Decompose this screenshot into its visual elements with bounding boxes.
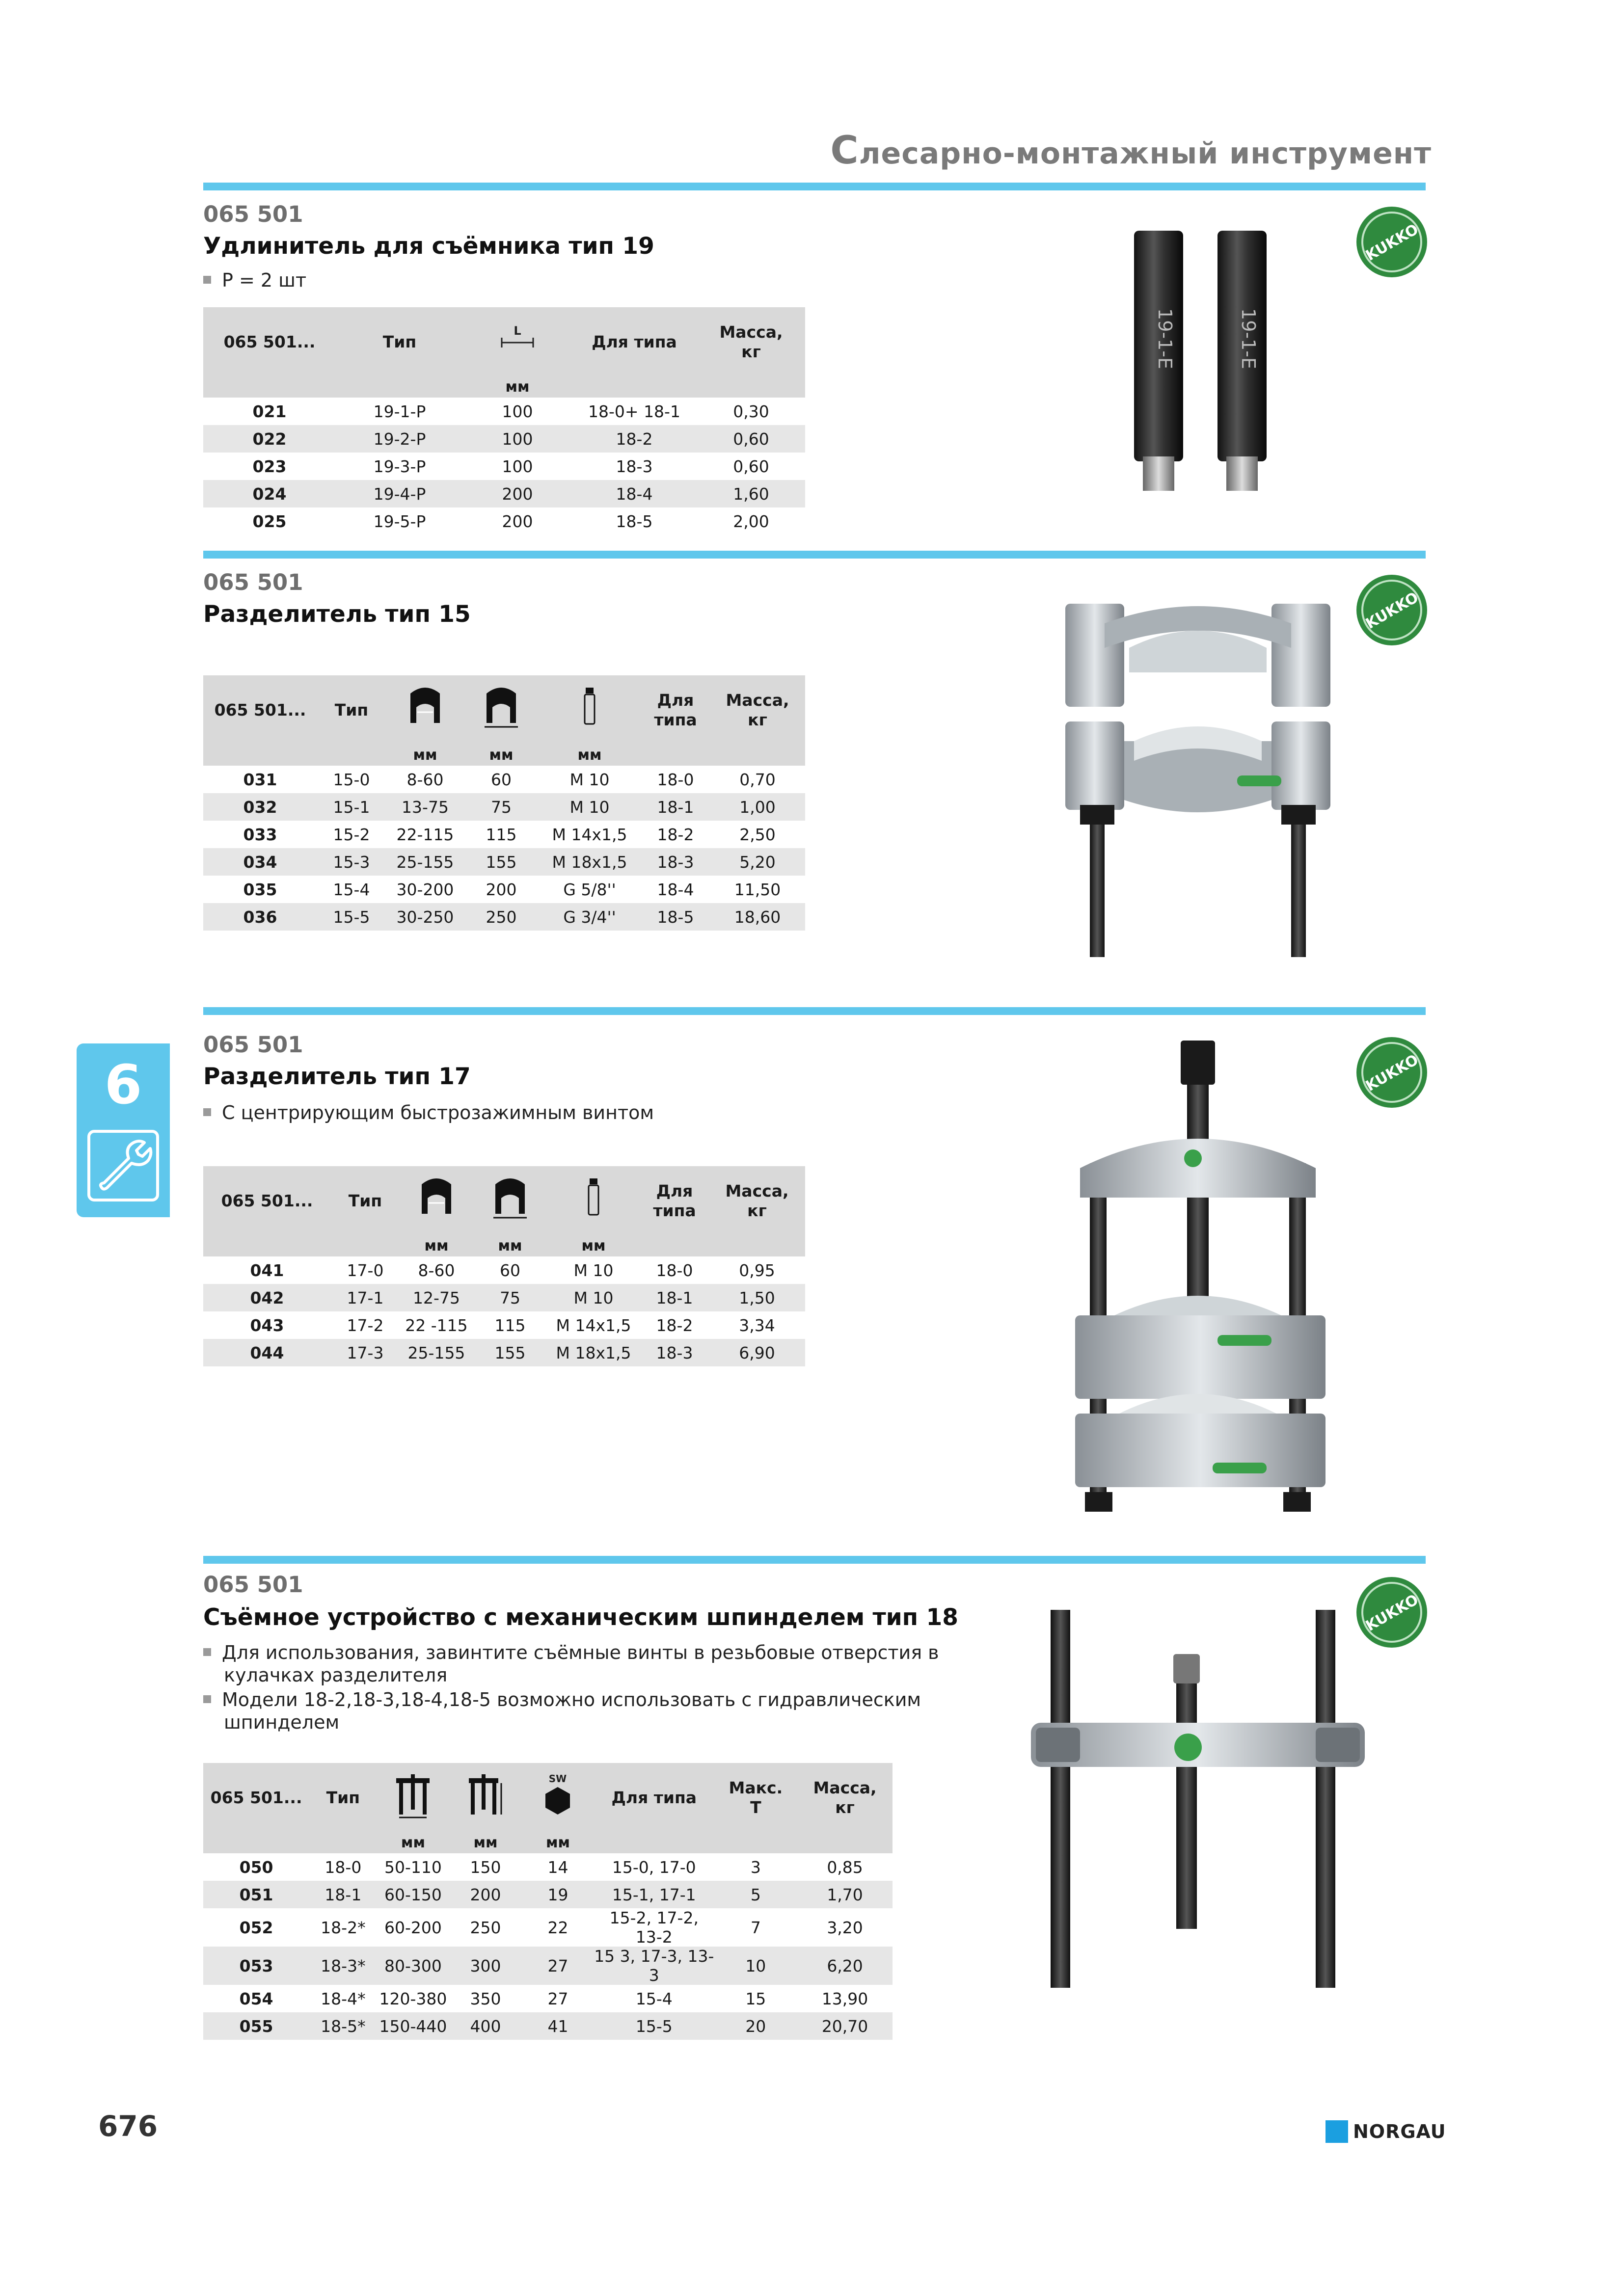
article-code: 065 501 — [203, 569, 303, 595]
page-header-title: Слесарно-монтажный инструмент — [830, 129, 1432, 173]
brand-logo: NORGAU — [1325, 2120, 1446, 2143]
table-row: 022 19-2-P 100 18-2 0,60 — [203, 425, 805, 453]
table-row: 051 18-1 60-150 200 19 15-1, 17-1 5 1,70 — [203, 1881, 893, 1908]
separator-15-photo — [1060, 594, 1335, 957]
product-title: Съёмное устройство с механическим шпинделем тип 18 — [203, 1604, 958, 1631]
product-title: Удлинитель для съёмника тип 19 — [203, 233, 654, 260]
table-row: 041 17-0 8-60 60 M 10 18-0 0,95 — [250, 1260, 775, 1280]
separator-diameter-icon — [386, 675, 464, 745]
bullet-item: P = 2 шт — [203, 269, 306, 292]
bullet-item: Модели 18-2,18-3,18-4,18-5 возможно использовать с гидравлическим шпинделем — [203, 1688, 921, 1734]
table-row: 033 15-2 22-115 115 M 14x1,5 18-2 2,50 — [243, 825, 776, 844]
col-header-length — [463, 307, 571, 377]
kukko-logo — [1355, 573, 1429, 647]
table-row: 034 15-3 25-155 155 M 18x1,5 18-3 5,20 — [203, 848, 805, 876]
table-row: 055 18-5* 150-440 400 41 15-5 20 20,70 — [203, 2012, 893, 2040]
section-rule — [203, 1556, 1426, 1564]
table-row: 050 18-0 50-110 150 14 15-0, 17-0 3 0,85 — [239, 1857, 863, 1877]
brand-square-icon — [1325, 2120, 1348, 2143]
section-rule — [203, 551, 1426, 559]
length-dimension-icon — [498, 323, 537, 357]
table-row: 023 19-3-P 100 18-3 0,60 — [252, 456, 769, 476]
svg-text:KUKKO: KUKKO — [1363, 588, 1422, 633]
table-row: 044 17-3 25-155 155 M 18x1,5 18-3 6,90 — [203, 1339, 805, 1366]
puller-depth-icon — [449, 1763, 522, 1833]
table-row: 052 18-2* 60-200 250 22 15-2, 17-2, 13-2 7 3,20 — [239, 1908, 863, 1947]
table-row: 043 17-2 22 -115 115 M 14x1,5 18-2 3,34 — [250, 1315, 775, 1335]
svg-text:KUKKO: KUKKO — [1363, 1051, 1422, 1095]
bolt-icon — [538, 675, 641, 745]
table-row: 021 19-1-P 100 18-0+ 18-1 0,30 — [252, 401, 769, 421]
svg-text:KUKKO: KUKKO — [1363, 220, 1422, 265]
bullet-item: С центрирующим быстрозажимным винтом — [203, 1101, 654, 1124]
puller-spread-icon — [377, 1763, 450, 1833]
col-header: Для типа — [571, 307, 697, 377]
separator-height-icon — [473, 1166, 547, 1236]
table-row: 035 15-4 30-200 200 G 5/8'' 18-4 11,50 — [243, 880, 781, 899]
table-row: 042 17-1 12-75 75 M 10 18-1 1,50 — [203, 1284, 805, 1311]
col-header: Тип — [336, 307, 463, 377]
svg-text:19-1-E: 19-1-E — [1238, 308, 1259, 369]
spec-table-separator-17: 065 501... Тип Для типа Масса, кг мм мм мм 041 17-0 8-60 60 M 10 18-0 0,95 042 17-1 12-75 75 M 10 18-1 1,50 043 17-2 22 -115 115 M 14x1,5 18-2 3,34 044 17-3 25-155 155 M 18x1,5 18-3 6,90 — [203, 1166, 805, 1366]
separator-height-icon — [464, 675, 538, 745]
table-row: 024 19-4-P 200 18-4 1,60 — [203, 480, 805, 507]
article-code: 065 501 — [203, 1032, 303, 1058]
bullet-item: Для использования, завинтите съёмные винты в резьбовые отверстия в кулачках разделителя — [203, 1641, 939, 1686]
svg-text:SW: SW — [549, 1772, 567, 1785]
puller-18-photo — [1026, 1610, 1380, 2002]
article-code: 065 501 — [203, 201, 303, 227]
article-code: 065 501 — [203, 1572, 303, 1598]
spec-table-separator-15: 065 501... Тип Для типа Масса, кг мм мм мм 031 15-0 8-60 60 M 10 18-0 0,70 032 15-1 13-75 75 M 10 18-1 1,00 033 15-2 22-115 115 M 14x1,5 18-2 2,50 034 15-3 25-155 155 M 18x1,5 18-3 5,20 035 15-4 30-200 200 G 5/8'' 18-4 11,50 036 15-5 30-250 250 G 3/4'' 18-5 18,60 — [203, 675, 805, 931]
product-title: Разделитель тип 15 — [203, 601, 471, 628]
wrench-icon — [87, 1130, 159, 1201]
table-row: 053 18-3* 80-300 300 27 15 3, 17-3, 13-3 10 6,20 — [203, 1947, 893, 1985]
table-row: 054 18-4* 120-380 350 27 15-4 15 13,90 — [239, 1989, 868, 2008]
table-row: 025 19-5-P 200 18-5 2,00 — [252, 511, 769, 531]
kukko-logo — [1355, 205, 1429, 279]
section-rule — [203, 1007, 1426, 1015]
separator-diameter-icon — [400, 1166, 473, 1236]
col-header: 065 501... — [203, 307, 336, 377]
product-title: Разделитель тип 17 — [203, 1063, 471, 1090]
kukko-logo — [1355, 1575, 1429, 1649]
page-number: 676 — [98, 2109, 158, 2143]
section-rule — [203, 183, 1426, 190]
svg-text:L: L — [514, 323, 521, 338]
spec-table-puller-18: 065 501... Тип SW Для типа Макс. Т Масса, кг мм мм мм 050 18-0 50-110 150 14 15-0, 17-0 3 0,85 051 18-1 60-150 200 19 15-1, 17-1 5 1,70 052 18-2* 60-200 250 22 15-2, 17-2, 13-2 7 3,20 053 18-3* 80-300 300 27 15 3, 17-3, 13-3 10 6,20 054 18-4* 120-380 350 27 15-4 15 13,90 055 18-5* 150-440 400 41 15-5 20 20,70 — [203, 1763, 893, 2040]
extension-bars-photo — [1124, 226, 1286, 501]
separator-17-photo — [1070, 1041, 1325, 1526]
svg-text:19-1-E: 19-1-E — [1154, 308, 1176, 369]
svg-text:KUKKO: KUKKO — [1363, 1591, 1422, 1635]
bolt-icon — [547, 1166, 640, 1236]
table-row: 031 15-0 8-60 60 M 10 18-0 0,70 — [243, 770, 776, 789]
kukko-logo — [1355, 1036, 1429, 1109]
table-row: 032 15-1 13-75 75 M 10 18-1 1,00 — [203, 793, 805, 821]
chapter-number: 6 — [104, 1053, 142, 1116]
spec-table-extension: 065 501... Тип L Для типа Масса, кг мм 021 19-1-P 100 18-0+ 18-1 0,30 022 19-2-P 100 18-2 0,60 023 19-3-P 100 18-3 0,60 024 19-4-P 200 18-4 1,60 025 19-5-P 200 18-5 2,00 — [203, 307, 805, 535]
table-row: 036 15-5 30-250 250 G 3/4'' 18-5 18,60 — [203, 903, 805, 931]
chapter-tab[interactable] — [77, 1043, 170, 1217]
col-header: Масса, кг — [697, 307, 805, 377]
hex-nut-icon — [522, 1763, 594, 1833]
